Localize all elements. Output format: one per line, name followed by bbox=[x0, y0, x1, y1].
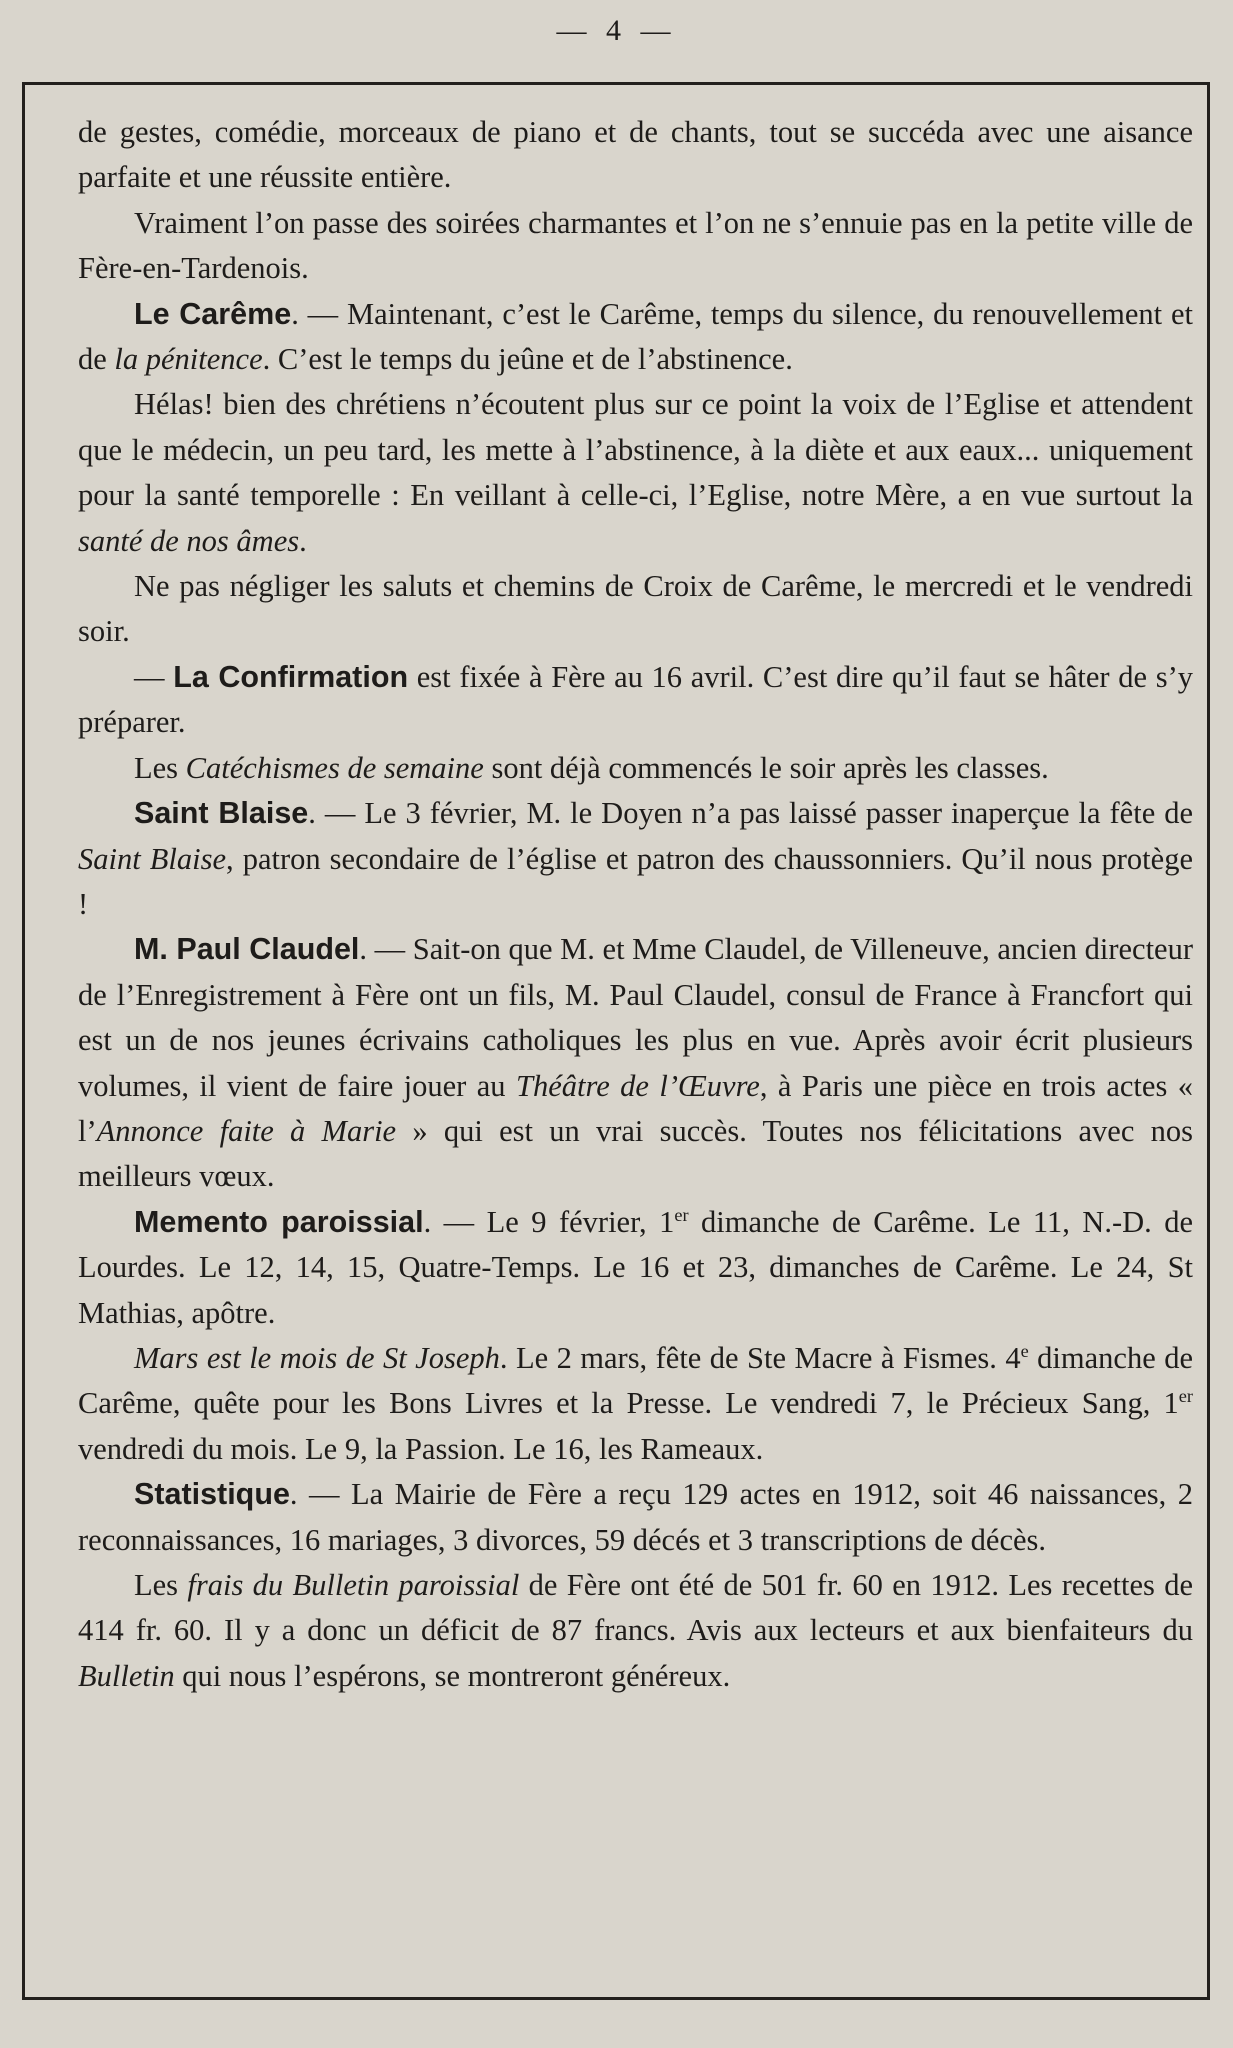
paragraph-mars bbox=[78, 1336, 1193, 1472]
paragraph-abstinence bbox=[78, 382, 1193, 564]
text: . — Le 9 février, 1 bbox=[423, 1204, 675, 1239]
text: . — Le 3 février, M. le Doyen n’a pas laissé passer inaperçue la fête de bbox=[308, 796, 1194, 831]
text: dimanche de Carême, quête pour les Bons Livres et la Presse. Le vendredi 7, le Précieux Sang, 1 bbox=[78, 1340, 1193, 1421]
text: » qui est un vrai succès. Toutes nos félicitations avec nos meilleurs vœux. bbox=[78, 1113, 1193, 1194]
text: . — Maintenant, c’est le Carême, temps du silence, du renouvellement et de bbox=[78, 296, 1193, 377]
text: , patron secondaire de l’église et patron des chaussonniers. Qu’il nous protège ! bbox=[78, 841, 1193, 921]
text: . — Sait-on que M. et Mme Claudel, de Villeneuve, ancien directeur de l’Enregistrement à Fère ont un fils, M. Paul Claudel, consul de France à Francfort qui est un de nos jeunes écrivains catholiques les plus en vue. Après avoir écrit plusieurs volumes, il vient de faire jouer au bbox=[78, 932, 1193, 1103]
text: . C’est le temps du jeûne et de l’abstinence. bbox=[262, 342, 793, 377]
text: . Le 2 mars, fête de Ste Macre à Fismes. 4 bbox=[499, 1340, 1021, 1375]
italic-text: la pénitence bbox=[114, 342, 263, 377]
italic-text: frais du Bulletin paroissial bbox=[187, 1568, 520, 1602]
paragraph-soiree-end: de gestes, comédie, morceaux de piano et de chants, tout se succéda avec une aisance parfaite et une réussite entière. bbox=[78, 115, 1193, 195]
text: Hélas! bien des chrétiens n’écoutent plus sur ce point la voix de l’Eglise et attendent que le médecin, un peu tard, les mette à l’abstinence, à la diète et aux eaux... uniquement pour la santé temporelle : En veillant à celle-ci, l’Eglise, notre Mère, a en vue surtout la bbox=[78, 387, 1193, 513]
text: qui nous l’espérons, se montreront généreux. bbox=[174, 1658, 731, 1693]
heading-confirmation: La Confirmation bbox=[173, 659, 409, 694]
paragraph-confirmation bbox=[78, 655, 1193, 746]
italic-text: Catéchismes de semaine bbox=[185, 750, 484, 785]
heading-careme: Le Carême bbox=[134, 296, 292, 331]
paragraph-saluts: Ne pas négliger les saluts et chemins de Croix de Carême, le mercredi et le vendredi soir. bbox=[78, 569, 1193, 649]
italic-text: Mars est le mois de St Joseph bbox=[134, 1340, 500, 1375]
ordinal-suffix: er bbox=[674, 1204, 689, 1225]
text: dimanche de Carême. Le 11, N.-D. de Lourdes. Le 12, 14, 15, Quatre-Temps. Le 16 et 23, dimanches de Carême. Le 24, St Mathias, apôtre. bbox=[78, 1204, 1194, 1330]
text: vendredi du mois. Le 9, la Passion. Le 16, les Rameaux. bbox=[78, 1431, 764, 1466]
paragraph-frais-bulletin bbox=[78, 1563, 1193, 1699]
heading-paul-claudel: M. Paul Claudel bbox=[134, 932, 360, 967]
ordinal-suffix: e bbox=[1020, 1340, 1029, 1361]
text: — bbox=[134, 659, 174, 694]
text: . — La Mairie de Fère a reçu 129 actes en 1912, soit 46 naissances, 2 reconnaissances, 16 mariages, 3 divorces, 59 décés et 3 transcriptions de décès. bbox=[78, 1477, 1193, 1557]
text: sont déjà commencés le soir après les classes. bbox=[483, 750, 1049, 785]
text: est fixée à Fère au 16 avril. C’est dire qu’il faut se hâter de s’y préparer. bbox=[78, 659, 1193, 740]
italic-text: Annonce faite à Marie bbox=[96, 1113, 397, 1148]
heading-statistique: Statistique bbox=[134, 1477, 290, 1512]
paragraph-statistique bbox=[78, 1472, 1193, 1563]
paragraph-soirees: Vraiment l’on passe des soirées charmantes et l’on ne s’ennuie pas en la petite ville de Fère-en-Tardenois. bbox=[78, 205, 1193, 286]
italic-text: Saint Blaise bbox=[78, 841, 226, 876]
italic-text: Bulletin bbox=[78, 1658, 175, 1693]
text: , à Paris une pièce en trois actes « l’ bbox=[78, 1068, 1193, 1148]
italic-text: Théâtre de l’Œuvre bbox=[515, 1068, 760, 1103]
article-body bbox=[78, 110, 1193, 1699]
text: Les bbox=[134, 750, 186, 785]
paragraph-memento bbox=[78, 1200, 1193, 1336]
text: Les bbox=[134, 1568, 188, 1602]
text: . bbox=[299, 523, 307, 558]
paragraph-paul-claudel bbox=[78, 927, 1193, 1199]
page-number: — 4 — bbox=[556, 14, 677, 47]
paragraph-careme bbox=[78, 292, 1193, 383]
italic-text: santé de nos âmes bbox=[78, 523, 300, 558]
ordinal-suffix: er bbox=[1178, 1386, 1193, 1407]
paragraph-saint-blaise bbox=[78, 791, 1193, 927]
heading-saint-blaise: Saint Blaise bbox=[134, 796, 309, 831]
paragraph-catechismes bbox=[78, 746, 1193, 791]
heading-memento: Memento paroissial bbox=[134, 1204, 424, 1239]
text: de Fère ont été de 501 fr. 60 en 1912. Les recettes de 414 fr. 60. Il y a donc un déficit de 87 francs. Avis aux lecteurs et aux bienfaiteurs du bbox=[78, 1568, 1193, 1648]
